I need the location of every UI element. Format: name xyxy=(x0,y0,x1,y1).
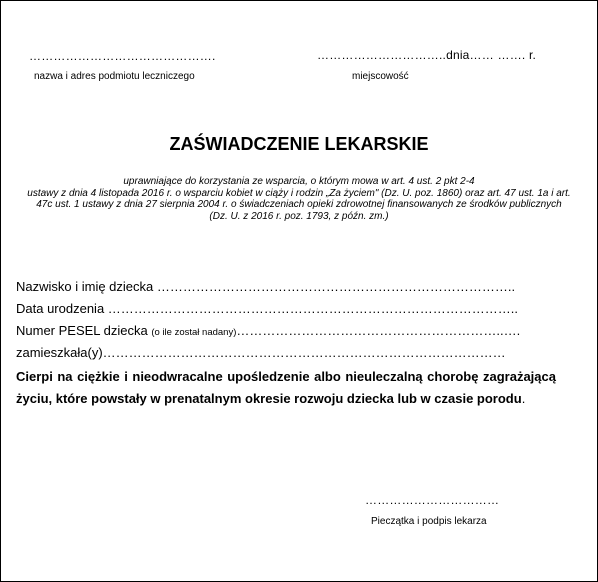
legal-line: uprawniające do korzystania ze wsparcia, o którym mowa w art. 4 ust. 2 pkt 2-4 xyxy=(123,176,475,187)
birth-date-field: Data urodzenia ………………………………………………………………………………….. xyxy=(16,301,519,316)
legal-line: 47c ust. 1 ustawy z dnia 27 sierpnia 2004 r. o świadczeniach opieki zdrowotnej finansowanych ze środków publicznych xyxy=(36,199,562,210)
legal-line: (Dz. U. z 2016 r. poz. 1793, z późn. zm.) xyxy=(209,210,389,222)
signature-caption: Pieczątka i podpis lekarza xyxy=(371,516,487,527)
legal-line: ustawy z dnia 4 listopada 2016 r. o wsparciu kobiet w ciąży i rodzin „Za życiem" (Dz. U. poz. 1860) oraz art. 47 ust. 1a i art. xyxy=(27,187,571,199)
statement-period: . xyxy=(521,391,526,406)
pesel-dots: ……………………………………………………..…. xyxy=(236,323,521,338)
pesel-field xyxy=(16,323,520,338)
signature-dots: …………………………… xyxy=(365,493,500,507)
document-title: ZAŚWIADCZENIE LEKARSKIE xyxy=(169,134,429,154)
pesel-note: (o ile został nadany) xyxy=(151,327,237,338)
child-name-field: Nazwisko i imię dziecka ……………………………………………………………………….. xyxy=(16,279,516,294)
facility-dots: ………………………………………. xyxy=(29,49,216,63)
place-date-line: …………………………..dnia…… ……. r. xyxy=(317,48,537,62)
facility-caption: nazwa i adres podmiotu leczniczego xyxy=(34,71,195,82)
diagnosis-statement xyxy=(16,366,556,410)
place-caption: miejscowość xyxy=(352,71,409,82)
statement-text: Cierpi na ciężkie i nieodwracalne upośledzenie albo nieuleczalną chorobę zagrażającą życiu, które powstały w prenatalnym okresie rozwoju dziecka lub w czasie porodu xyxy=(16,369,556,406)
pesel-label: Numer PESEL dziecka xyxy=(16,323,152,338)
legal-basis xyxy=(9,176,589,222)
residence-field: zamieszkała(y)………………………………………………………………………………… xyxy=(16,345,506,360)
